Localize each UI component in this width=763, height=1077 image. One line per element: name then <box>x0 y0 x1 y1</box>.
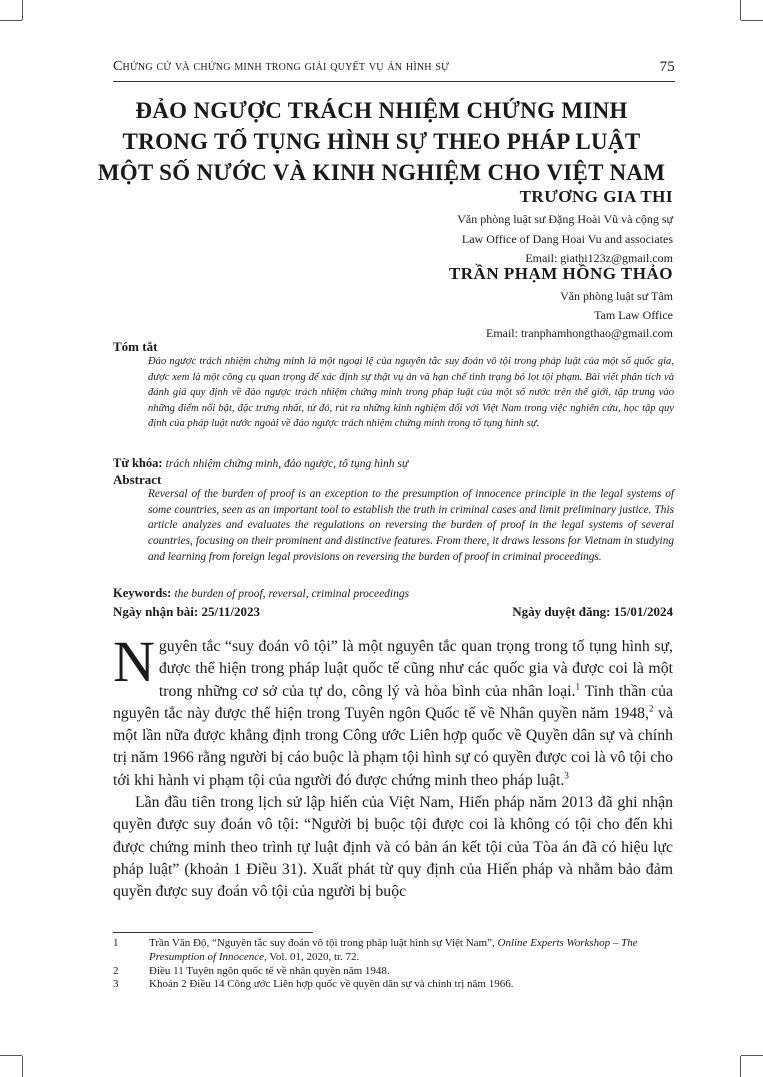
received-value: 25/11/2023 <box>201 604 261 619</box>
footnote-rule <box>113 932 313 933</box>
author-2-email: Email: tranphamhongthao@gmail.com <box>485 326 673 340</box>
summary-text: Đảo ngược trách nhiệm chứng minh là một ngoại lệ của nguyên tắc suy đoán vô tội trong pháp luật của một số quốc gia, được xem là một công cụ quan trọng để xác định sự thật vụ án và hạn chế tình trạng bỏ lọt tội phạm. Bài viết phân tích và đánh giá quy định về đảo ngược trách nhiệm chứng minh trong pháp luật của một số nước trên thế giới, tập trung vào những điểm nổi bật, đặc trưng nhất, từ đó, rút ra những kinh nghiệm đối với Việt Nam trong việc nghiên cứu, học tập quy định của pháp luật nước ngoài về đảo ngược trách nhiệm chứng minh trong tố tụng hình sự. <box>148 356 674 430</box>
crop-mark-bottom-left <box>0 1055 22 1056</box>
crop-mark-bottom-right-v <box>740 1056 741 1077</box>
approved-value: 15/01/2024 <box>613 604 673 619</box>
running-title: Chứng cứ và chứng minh trong giải quyết vụ án hình sự <box>113 59 450 74</box>
title-line-2: TRONG TỐ TỤNG HÌNH SỰ THEO PHÁP LUẬT <box>122 129 641 154</box>
page-number: 75 <box>659 59 675 75</box>
abstract-text: Reversal of the burden of proof is an exception to the presumption of innocence principle in the legal systems of some countries, seen as an important tool to establish the truth in criminal cases and limit preliminary justice. This article analyzes and evaluates the regulations on reversing the burden of proof in the legal systems of several countries, focusing on their prominent and distinctive features. From there, it draws lessons for Vietnam in studying and learning from foreign legal provisions on reversing the burden of proof in criminal proceedings. <box>148 488 674 563</box>
footnote-3-text: Khoản 2 Điều 14 Công ước Liên hợp quốc về quyền dân sự và chính trị năm 1966. <box>149 978 514 990</box>
footnote-1 <box>113 937 675 965</box>
keywords-vi-label: Từ khóa: <box>113 456 163 470</box>
footnote-ref-2[interactable]: 2 <box>648 703 654 714</box>
crop-mark-top-right-v <box>740 0 741 20</box>
abstract-label: Abstract <box>113 472 162 487</box>
summary-label: Tóm tắt <box>113 339 158 354</box>
article-title <box>90 95 673 188</box>
received-date <box>113 604 260 620</box>
crop-mark-top-left <box>0 20 22 21</box>
footnote-3 <box>113 978 675 992</box>
paragraph-1-part-a: guyên tắc “suy đoán vô tội” là một nguyên tắc quan trọng trong tố tụng hình sự, được thể hiện trong pháp luật quốc tế cũng như các quốc gia và được coi là một trong những cơ sở của tự do, công lý và hòa bình của nhân loại. <box>158 638 673 700</box>
author-2-name: TRẦN PHẠM HỒNG THẢO <box>448 264 673 283</box>
footnote-3-number: 3 <box>113 978 119 990</box>
approved-date <box>512 604 673 620</box>
keywords-en <box>113 586 409 601</box>
footnote-ref-3[interactable]: 3 <box>564 770 569 781</box>
running-header <box>113 59 675 82</box>
paragraph-1-part-b: Tinh thần của nguyên tắc này được thể hiện trong Tuyên ngôn Quốc tế về Nhân quyền năm 1948, <box>113 682 673 722</box>
author-2-affiliation-en: Tam Law Office <box>594 308 673 322</box>
keywords-en-label: Keywords: <box>113 586 172 600</box>
keywords-en-text: the burden of proof, reversal, criminal proceedings <box>174 588 410 600</box>
keywords-vi <box>113 456 408 471</box>
crop-mark-bottom-right <box>741 1055 763 1056</box>
footnote-2-number: 2 <box>113 965 119 977</box>
crop-mark-bottom-left-v <box>22 1056 23 1077</box>
paragraph-2: Lần đầu tiên trong lịch sử lập hiến của Việt Nam, Hiến pháp năm 2013 đã ghi nhận quyền được suy đoán vô tội: “Người bị buộc tội được coi là không có tội cho đến khi được chứng minh theo trình tự luật định và có bản án kết tội của Tòa án đã có hiệu lực pháp luật” (khoản 1 Điều 31). Xuất phát từ quy định của Hiến pháp và nhằm bảo đảm quyền được suy đoán vô tội của người bị buộc <box>113 794 673 901</box>
author-1-affiliation-vi: Văn phòng luật sư Đặng Hoài Vũ và cộng sự <box>457 212 673 226</box>
title-line-3: MỘT SỐ NƯỚC VÀ KINH NGHIỆM CHO VIỆT NAM <box>97 160 666 185</box>
footnote-1-text-a: Trần Văn Độ, “Nguyên tắc suy đoán vô tội trong pháp luật hình sự Việt Nam”, <box>149 937 498 949</box>
drop-cap: N <box>113 629 155 694</box>
author-1-email: Email: giathi123z@gmail.com <box>525 251 673 265</box>
footnote-ref-1[interactable]: 1 <box>575 681 580 692</box>
author-2-affiliation-vi: Văn phòng luật sư Tâm <box>560 289 673 303</box>
body-text <box>113 629 674 904</box>
footnote-1-text-b: , Vol. 01, 2020, tr. 72. <box>264 950 360 963</box>
title-line-1: ĐẢO NGƯỢC TRÁCH NHIỆM CHỨNG MINH <box>135 98 628 123</box>
paragraph-1 <box>113 629 674 792</box>
paragraph-1-part-c: và một lần nữa được khẳng định trong Công ước Liên hợp quốc về Quyền dân sự và chính trị năm 1966 rằng người bị cáo buộc là phạm tội hình sự có quyền được coi là vô tội cho tới khi hành vi phạm tội của người đó được chứng minh theo pháp luật. <box>113 704 674 789</box>
crop-mark-top-left-v <box>22 0 23 20</box>
received-label: Ngày nhận bài: <box>113 604 199 619</box>
footnote-1-number: 1 <box>113 937 119 949</box>
footnote-2 <box>113 965 675 979</box>
author-1-affiliation-en: Law Office of Dang Hoai Vu and associates <box>461 232 673 246</box>
approved-label: Ngày duyệt đăng: <box>512 604 611 619</box>
keywords-vi-text: trách nhiệm chứng minh, đảo ngược, tố tụng hình sự <box>165 458 409 470</box>
footnote-1-text <box>149 937 675 964</box>
footnote-2-text: Điều 11 Tuyên ngôn quốc tế về nhân quyền năm 1948. <box>149 965 390 977</box>
crop-mark-top-right <box>741 20 763 21</box>
author-1-name: TRƯƠNG GIA THI <box>519 187 673 206</box>
footnote-1-text-italic: Online Experts Workshop – The Presumption of Innocence <box>149 937 638 963</box>
